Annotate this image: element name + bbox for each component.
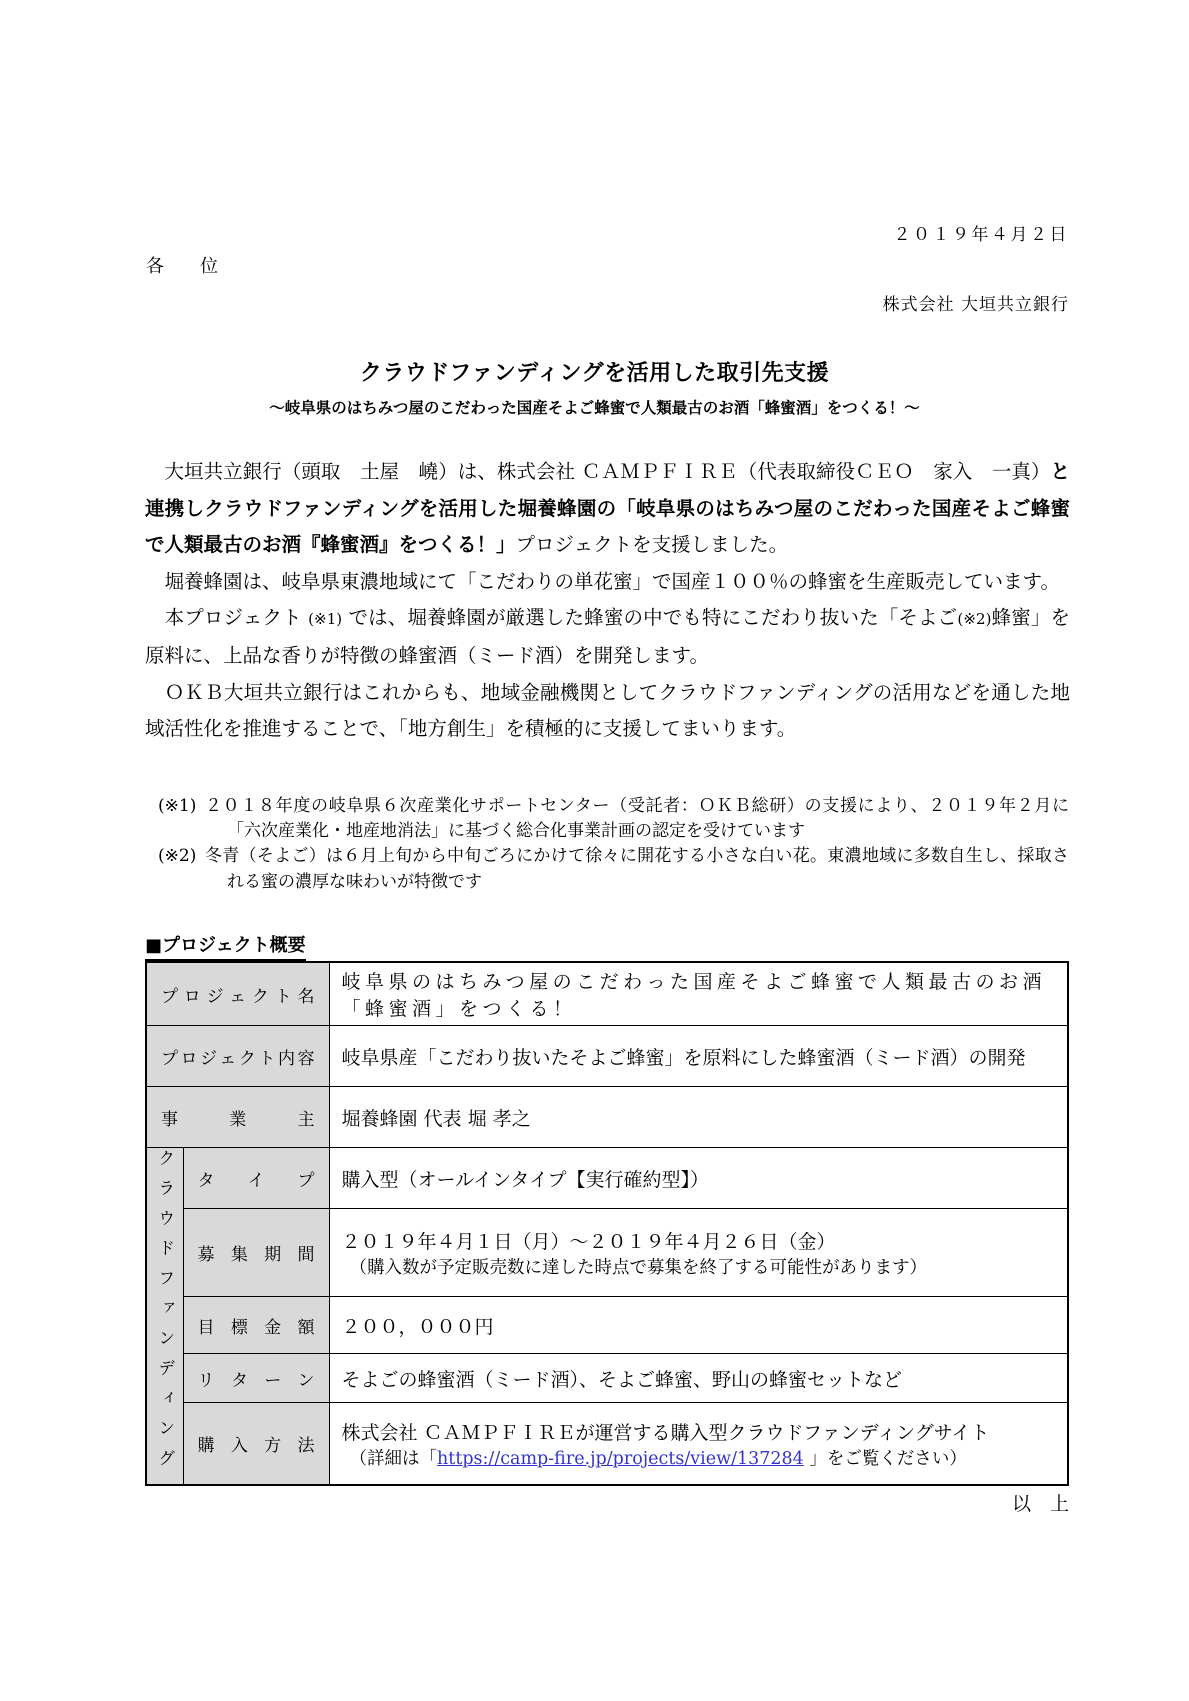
crowdfunding-vertical-text: クラウドファンディング bbox=[154, 1149, 175, 1479]
crowdfunding-group-label bbox=[146, 1148, 183, 1486]
table-row bbox=[146, 1148, 1068, 1209]
project-name-line-1: 岐阜県のはちみつ屋のこだわった国産そよご蜂蜜で人類最古のお酒 bbox=[341, 971, 1046, 993]
page-subtitle: ～岐阜県のはちみつ屋のこだわった国産そよご蜂蜜で人類最古のお酒「蜂蜜酒」をつくる！～ bbox=[269, 399, 920, 417]
footnote-2-text: 冬青（そよご）は６月上旬から中旬ごろにかけて徐々に開花する小さな白い花。東濃地域に多数自生し、採取される蜜の濃厚な味わいが特徴です bbox=[205, 846, 1069, 892]
row-header-project-name: プロジェクト名 bbox=[146, 962, 329, 1026]
page-title: クラウドファンディングを活用した取引先支援 bbox=[359, 361, 830, 386]
addressee: 各 位 bbox=[146, 256, 218, 277]
row-header-type: タイプ bbox=[183, 1148, 329, 1209]
row-header-return: リターン bbox=[183, 1354, 329, 1403]
footnote-ref-1: (※1) bbox=[308, 610, 343, 629]
paragraph-okb-policy: ＯＫＢ大垣共立銀行はこれからも、地域金融機関としてクラウドファンディングの活用などを通した地域活性化を推進することで、「地方創生」を積極的に支援してまいります。 bbox=[145, 680, 1070, 741]
footnote-2-label: (※2) bbox=[158, 846, 197, 867]
purchase-method-line-1: 株式会社 ＣＡＭＰＦＩＲＥが運営する購入型クラウドファンディングサイト bbox=[341, 1421, 990, 1444]
footnote-ref-2: (※2) bbox=[957, 610, 992, 629]
footnote-2 bbox=[158, 844, 1069, 894]
cell-project-name bbox=[329, 962, 1068, 1026]
detail-suffix: 」をご覧ください） bbox=[803, 1448, 967, 1469]
table-row bbox=[146, 1209, 1068, 1297]
body-text bbox=[145, 454, 1070, 748]
cell-type: 購入型（オールインタイプ【実行確約型】） bbox=[329, 1148, 1068, 1209]
paragraph-1-lead: 大垣共立銀行（頭取 土屋 嶢）は、株式会社 ＣＡＭＰＦＩＲＥ（代表取締役ＣＥＯ 家入 一真） bbox=[145, 460, 1051, 483]
table-row bbox=[146, 1403, 1068, 1485]
campfire-project-link[interactable]: https://camp-fire.jp/projects/view/137284 bbox=[437, 1448, 804, 1469]
paragraph-1-project-title-emphasis: と連携しクラウドファンディングを活用した堀養蜂園の「岐阜県のはちみつ屋のこだわった国産そよご蜂蜜で人類最古のお酒『蜂蜜酒』をつくる！」 bbox=[145, 460, 1070, 557]
cell-purchase-method bbox=[329, 1403, 1068, 1485]
section-heading-project-overview: ■プロジェクト概要 bbox=[145, 931, 306, 961]
paragraph-project-detail bbox=[145, 600, 1070, 674]
cell-project-content: 岐阜県産「こだわり抜いたそよご蜂蜜」を原料にした蜂蜜酒（ミード酒）の開発 bbox=[329, 1026, 1068, 1087]
period-line-2: （購入数が予定販売数に達した時点で募集を終了する可能性があります） bbox=[349, 1257, 928, 1278]
row-header-goal-amount: 目標金額 bbox=[183, 1296, 329, 1353]
row-header-period: 募集期間 bbox=[183, 1209, 329, 1297]
footnote-1 bbox=[158, 794, 1069, 844]
cell-period bbox=[329, 1209, 1068, 1297]
paragraph-3-mid: では、堀養蜂園が厳選した蜂蜜の中でも特にこだわり抜いた「そよご bbox=[342, 606, 958, 630]
closing-mark: 以 上 bbox=[1011, 1493, 1069, 1515]
detail-prefix: （詳細は「 bbox=[349, 1448, 438, 1469]
table-row bbox=[146, 1354, 1068, 1403]
document-date: ２０１９年４月２日 bbox=[893, 225, 1069, 245]
table-row bbox=[146, 1296, 1068, 1353]
company-name: 株式会社 大垣共立銀行 bbox=[882, 295, 1069, 315]
footnote-1-text: ２０１８年度の岐阜県６次産業化サポートセンター（受託者：ＯＫＢ総研）の支援により、２０１９年２月に「六次産業化・地産地消法」に基づく総合化事業計画の認定を受けています bbox=[205, 796, 1069, 842]
table-row bbox=[146, 962, 1068, 1026]
paragraph-announcement bbox=[145, 454, 1070, 564]
footnotes bbox=[158, 794, 1069, 895]
row-header-operator: 事業主 bbox=[146, 1087, 329, 1148]
period-line-1: ２０１９年４月１日（月）～２０１９年４月２６日（金） bbox=[341, 1230, 836, 1253]
row-header-purchase-method: 購入方法 bbox=[183, 1403, 329, 1485]
project-name-line-2: 「蜂蜜酒」をつくる！ bbox=[341, 998, 577, 1020]
footnote-1-label: (※1) bbox=[158, 796, 197, 816]
paragraph-1-tail: プロジェクトを支援しました。 bbox=[515, 533, 789, 557]
paragraph-3-lead: 本プロジェクト bbox=[145, 606, 309, 630]
row-header-project-content: プロジェクト内容 bbox=[146, 1026, 329, 1087]
table-row bbox=[146, 1026, 1068, 1087]
purchase-method-line-2 bbox=[342, 1445, 1055, 1470]
cell-operator: 堀養蜂園 代表 堀 孝之 bbox=[329, 1087, 1068, 1148]
project-overview-table bbox=[145, 961, 1069, 1486]
paragraph-3-tail: 蜂蜜」を原料に、上品な香りが特徴の蜂蜜酒（ミード酒）を開発します。 bbox=[145, 606, 1070, 667]
cell-return: そよごの蜂蜜酒（ミード酒）、そよご蜂蜜、野山の蜂蜜セットなど bbox=[329, 1354, 1068, 1403]
table-row bbox=[146, 1087, 1068, 1148]
cell-goal-amount: ２００，０００円 bbox=[329, 1296, 1068, 1353]
paragraph-hori-apiary: 堀養蜂園は、岐阜県東濃地域にて「こだわりの単花蜜」で国産１００％の蜂蜜を生産販売しています。 bbox=[145, 569, 1060, 593]
